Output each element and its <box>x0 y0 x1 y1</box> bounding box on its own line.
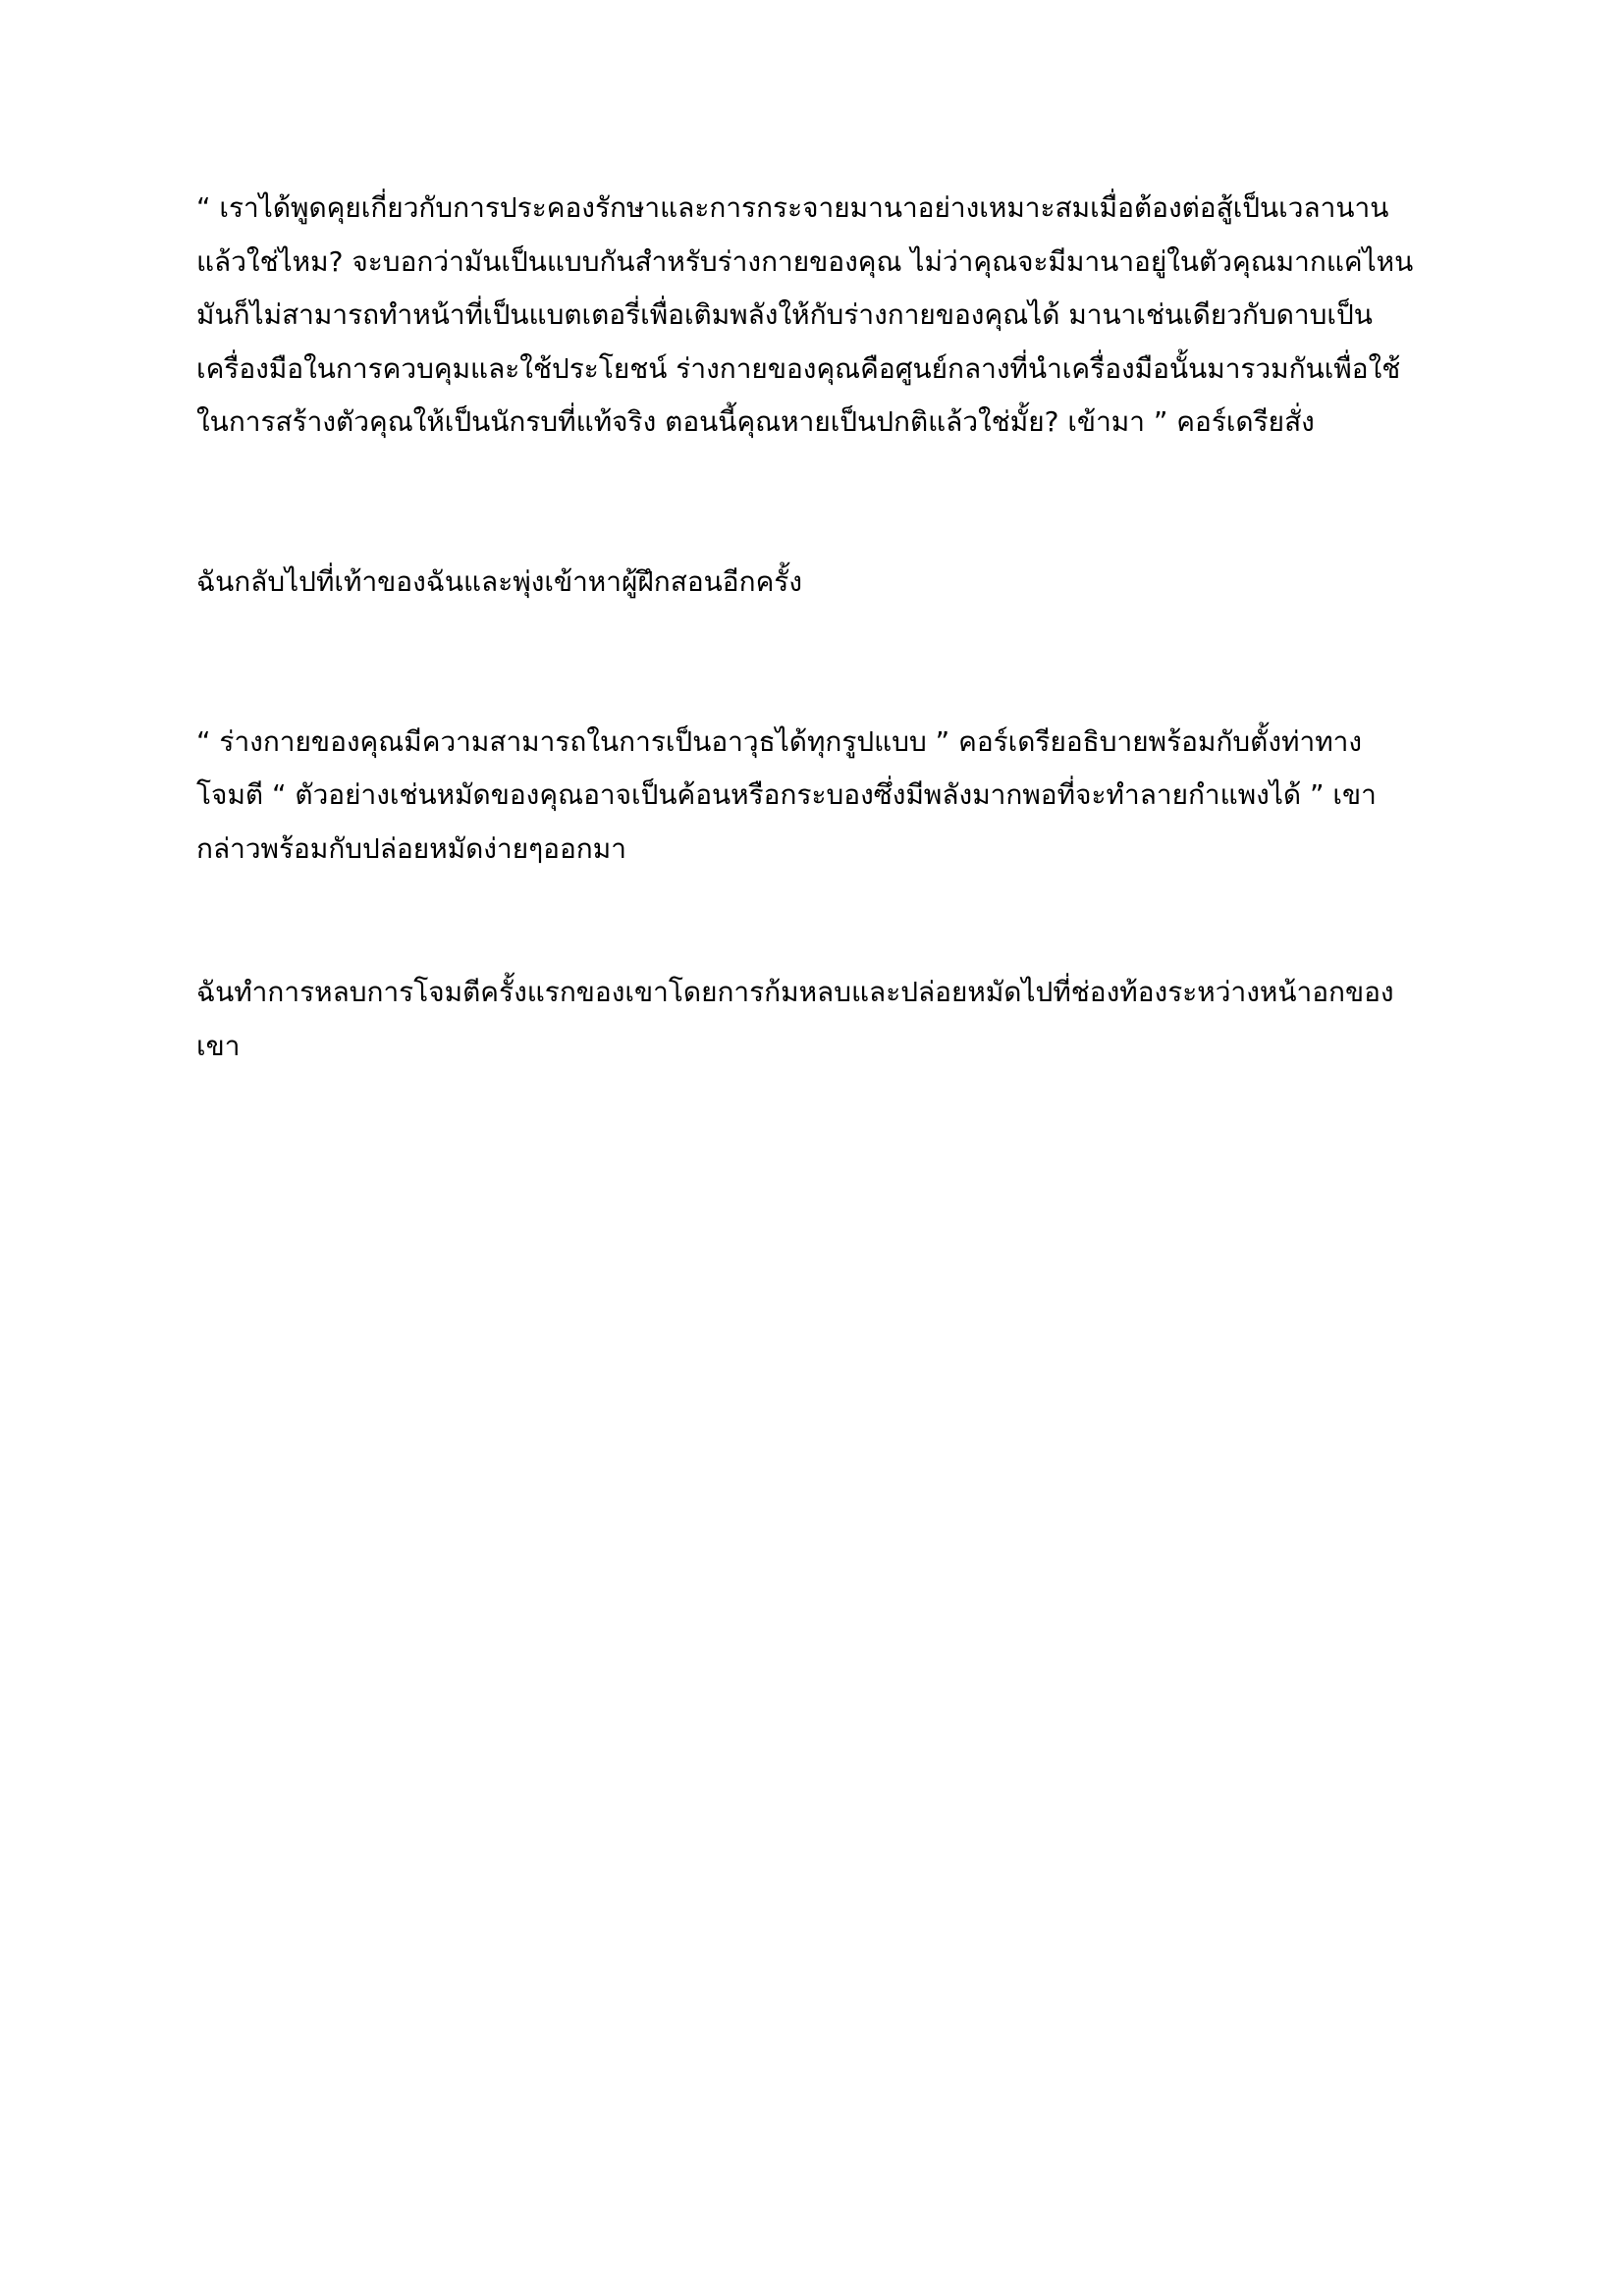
paragraph-spacer <box>196 450 1419 556</box>
paragraph-2: ฉันกลับไปที่เท้าของฉันและพุ่งเข้าหาผู้ฝึกสอนอีกครั้ง <box>196 564 803 598</box>
paragraph-spacer <box>196 876 1419 966</box>
document-body <box>196 182 1419 1074</box>
paragraph-3: “ ร่างกายของคุณมีความสามารถในการเป็นอาวุธได้ทุกรูปแบบ ” คอร์เดรียอธิบายพร้อมกับตั้งท่าทางโจมตี “ ตัวอย่างเช่นหมัดของคุณอาจเป็นค้อนหรือกระบองซึ่งมีพลังมากพอที่จะทำลายกำแพงได้ ” เขากล่าวพร้อมกับปล่อยหมัดง่ายๆออกมา <box>196 724 1377 865</box>
paragraph-spacer <box>196 610 1419 716</box>
paragraph-1: “ เราได้พูดคุยเกี่ยวกับการประคองรักษาและการกระจายมานาอย่างเหมาะสมเมื่อต้องต่อสู้เป็นเวลานานแล้วใช่ไหม? จะบอกว่ามันเป็นแบบกันสำหรับร่างกายของคุณ ไม่ว่าคุณจะมีมานาอยู่ในตัวคุณมากแค่ไหนมันก็ไม่สามารถทำหน้าที่เป็นแบตเตอรี่เพื่อเติมพลังให้กับร่างกายของคุณได้ มานาเช่นเดียวกับดาบเป็นเครื่องมือในการควบคุมและใช้ประโยชน์ ร่างกายของคุณคือศูนย์กลางที่นำเครื่องมือนั้นมารวมกันเพื่อใช้ในการสร้างตัวคุณให้เป็นนักรบที่แท้จริง ตอนนี้คุณหายเป็นปกติแล้วใช่มั้ย? เข้ามา ” คอร์เดรียสั่ง <box>196 191 1414 439</box>
paragraph-4: ฉันทำการหลบการโจมตีครั้งแรกของเขาโดยการก้มหลบและปล่อยหมัดไปที่ช่องท้องระหว่างหน้าอกของเขา <box>196 976 1394 1062</box>
